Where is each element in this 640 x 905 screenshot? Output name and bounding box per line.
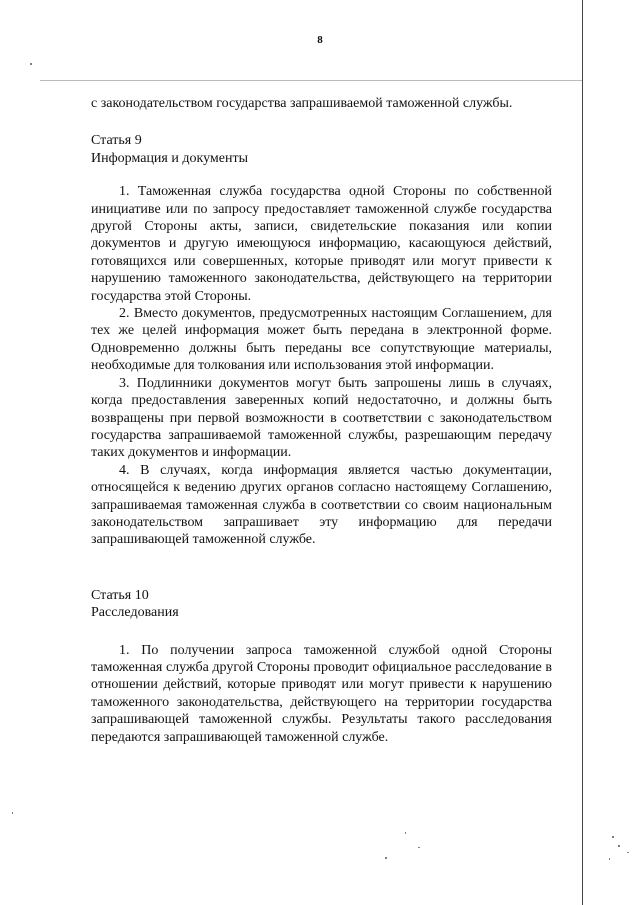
scan-speck: [627, 852, 629, 853]
scan-frame-right-line: [582, 0, 583, 905]
page-number: 8: [317, 34, 323, 46]
article-10-body: [91, 642, 552, 746]
article-10-paragraph-1: 1. По получении запроса таможенной службой одной Стороны таможенная служба другой Стороны проводит официальное расследование в отношении действий, которые приводят или могут привести к нарушению таможенного законодательства, действующего на территории государства запрашивающей таможенной службы. Результаты такого расследования передаются запрашивающей таможенной службе.: [91, 642, 552, 745]
article-9-paragraph-2: 2. Вместо документов, предусмотренных настоящим Соглашением, для тех же целей информация может быть передана в электронной форме. Одновременно должны быть переданы все сопутствующие материалы, необходимые для толкования или использования этой информации.: [91, 306, 552, 374]
article-9-paragraph-4: 4. В случаях, когда информация является частью документации, относящейся к ведению других органов согласно настоящему Соглашению, запрашиваемая таможенная служба в соответствии со своим национальным законодательством запрашивает эту информацию для передачи запрашивающей таможенной службе.: [91, 462, 552, 548]
article-10: [91, 587, 552, 746]
article-9-paragraph-3: 3. Подлинники документов могут быть запрошены лишь в случаях, когда предоставления заверенных копий недостаточно, и должны быть возвращены при первой возможности в соответствии с законодательством государства запрашиваемой таможенной службы, разрешающим передачу таких документов и информации.: [91, 375, 552, 461]
scan-speck: [618, 845, 620, 847]
scan-frame-top-line: [40, 80, 582, 81]
scan-speck: [30, 63, 32, 65]
article-9-subtitle: Информация и документы: [91, 150, 248, 166]
scan-speck: [609, 858, 610, 860]
scan-speck: [12, 812, 13, 814]
scan-speck: [612, 836, 614, 838]
article-9-title: Статья 9: [91, 133, 142, 149]
article-10-title: Статья 10: [91, 587, 149, 603]
article-9: [91, 132, 552, 548]
scan-speck: [418, 847, 420, 848]
document-body: [91, 95, 552, 746]
scan-speck: [385, 857, 387, 859]
intro-paragraph: с законодательством государства запрашиваемой таможенной службы.: [91, 96, 513, 111]
article-10-subtitle: Расследования: [91, 605, 179, 621]
article-9-paragraph-1: 1. Таможенная служба государства одной Стороны по собственной инициативе или по запросу предоставляет таможенной службе государства другой Стороны акты, записи, свидетельские показания или копии документов и другую имеющуюся информацию, касающуюся действий, готовящихся или совершенных, которые приводят или могут привести к нарушению таможенного законодательства, действующего на территории государства этой Стороны.: [91, 184, 552, 304]
scan-speck: [405, 832, 406, 834]
article-9-body: [91, 183, 552, 549]
